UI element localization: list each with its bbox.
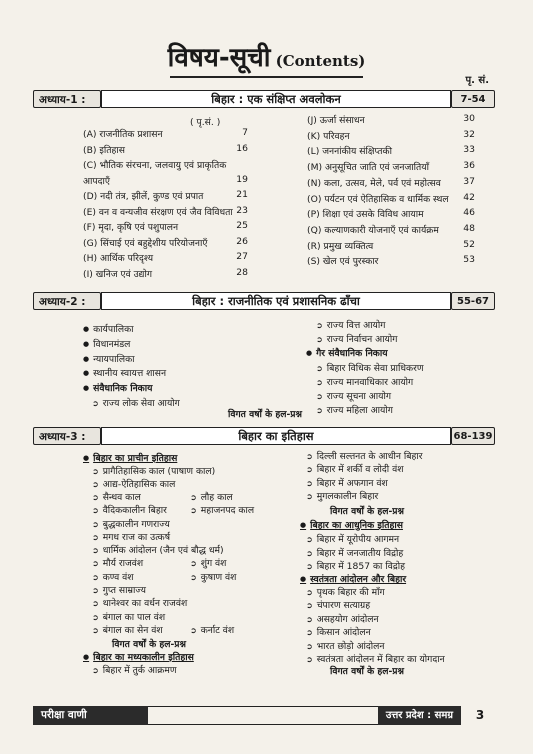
ch1-right-page: 42: [463, 191, 475, 203]
ch3-left-item: ➲ वैदिककालीन बिहार: [92, 503, 167, 516]
ch1-right-page: 53: [463, 254, 475, 266]
footer: [33, 706, 495, 726]
ch1-left-item: (D) नदी तंत्र, झीलें, कुण्ड एवं प्रपात: [83, 191, 204, 202]
footer-page-number: 3: [475, 708, 485, 722]
ch3-ancient-heading: ● बिहार का प्राचीन इतिहास: [83, 451, 177, 464]
title-underline: [170, 76, 363, 78]
chapter-2-pages: 55-67: [451, 292, 495, 310]
ch1-left-page: 7: [242, 127, 248, 138]
chapter-1-title: बिहार : एक संक्षिप्त अवलोकन: [101, 90, 451, 108]
ch3-left-item: ➲ लौह काल: [190, 490, 233, 503]
ch1-left-page: 26: [236, 235, 248, 247]
ch3-left-item: ➲ प्रागैतिहासिक काल (पाषाण काल): [92, 464, 215, 477]
ch2-right-item: ➲ राज्य सूचना आयोग: [316, 389, 391, 402]
ch3-right-item: ➲ बिहार में 1857 का विद्रोह: [306, 559, 405, 572]
ch1-left-item: (G) सिंचाई एवं बहुद्देशीय परियोजनाएँ: [83, 237, 208, 249]
chapter-2-header: [33, 292, 495, 312]
ch1-right-page: 32: [463, 128, 475, 140]
ch1-right-item: (Q) कल्याणकारी योजनाएँ एवं कार्यक्रम: [307, 224, 439, 236]
ch1-right-item: (L) जननांकीय संक्षिप्तकी: [307, 146, 392, 158]
ch1-right-page: 36: [463, 160, 475, 172]
ch3-left-previous-questions: विगत वर्षों के हल-प्रश्न: [112, 639, 186, 650]
ch3-left-item: ➲ सैन्धव काल: [92, 490, 141, 503]
ch1-left-page: 28: [236, 266, 248, 278]
ch3-left-item: ➲ कर्नाट वंश: [190, 623, 234, 636]
ch3-right-item: ➲ बिहार में यूरोपीय आगमन: [306, 532, 399, 545]
ch1-left-item: (I) खनिज एवं उद्योग: [83, 268, 153, 280]
chapter-1-pages: 7-54: [451, 90, 495, 108]
ch1-right-item: (M) अनुसूचित जाति एवं जनजातियाँ: [307, 162, 429, 174]
ch3-left-item: ➲ शुंग वंश: [190, 556, 226, 569]
ch1-right-page: 33: [463, 144, 475, 156]
ch1-left-item: (C) भौतिक संरचना, जलवायु एवं प्राकृतिक: [83, 160, 227, 171]
chapter-3-title: बिहार का इतिहास: [101, 427, 451, 445]
ch1-left-item: आपदाएँ: [83, 175, 110, 187]
ch2-left-item: ➲ राज्य लोक सेवा आयोग: [92, 396, 180, 409]
title-hindi: विषय-सूची: [167, 43, 271, 73]
ch3-left-item: ➲ मगध राज का उत्कर्ष: [92, 530, 170, 543]
ch3-right-item: ➲ दिल्ली सल्तनत के आधीन बिहार: [306, 449, 423, 462]
ch3-left-item: ➲ महाजनपद काल: [190, 503, 254, 516]
footer-series: उत्तर प्रदेश : समग्र: [378, 706, 461, 725]
ch2-right-item: ➲ राज्य वित्त आयोग: [316, 318, 385, 331]
ch1-left-item: (F) मृदा, कृषि एवं पशुपालन: [83, 222, 179, 233]
ch3-right-item: ➲ चंपारण सत्याग्रह: [306, 598, 370, 611]
ch3-right-item: ➲ स्वतंत्रता आंदोलन में बिहार का योगदान: [306, 652, 445, 665]
ch1-left-item: (A) राजनीतिक प्रशासन: [83, 129, 163, 140]
ch1-right-item: (S) खेल एवं पुरस्कार: [307, 256, 379, 268]
ch2-left-item: ● कार्यपालिका: [83, 322, 134, 335]
ch1-right-page: 30: [463, 113, 475, 124]
ch1-right-item: (R) प्रमुख व्यक्तित्व: [307, 240, 374, 252]
ch3-right-item: ➲ असहयोग आंदोलन: [306, 612, 379, 625]
ch1-right-item: (K) परिवहन: [307, 130, 350, 142]
ch2-left-item: ● संवैधानिक निकाय: [83, 381, 152, 394]
ch3-left-item: ➲ कुषाण वंश: [190, 570, 236, 583]
chapter-2-tab: अध्याय-2 :: [33, 292, 101, 310]
chapter-1-tab: अध्याय-1 :: [33, 90, 101, 108]
ch3-left-item: ➲ बुद्धकालीन गणराज्य: [92, 517, 170, 530]
ch3-left-item: ➲ कण्व वंश: [92, 570, 134, 583]
ch3-left-item: ➲ गुप्त साम्राज्य: [92, 583, 146, 596]
ch1-right-page: 52: [463, 238, 475, 250]
chapter-3-header: [33, 427, 495, 447]
chapter-3-pages: 68-139: [451, 427, 495, 445]
page-column-header: पृ. सं.: [465, 75, 489, 86]
ch3-left-item: ➲ थानेश्वर का वर्धन राजवंश: [92, 596, 187, 609]
ch3-freedom-heading: ● स्वतंत्रता आंदोलन और बिहार: [300, 572, 406, 585]
ch1-right-item: (N) कला, उत्सव, मेले, पर्व एवं महोत्सव: [307, 177, 441, 189]
ch1-right-page: 48: [463, 222, 475, 234]
ch3-left-item: ➲ मौर्य राजवंश: [92, 556, 143, 569]
ch1-right-item: (O) पर्यटन एवं ऐतिहासिक व धार्मिक स्थल: [307, 193, 449, 205]
ch3-right-item: ➲ बिहार में जनजातीय विद्रोह: [306, 546, 403, 559]
ch1-left-item: (B) इतिहास: [83, 144, 125, 156]
ch1-right-item: (J) ऊर्जा संसाधन: [307, 115, 365, 126]
ch3-left-item: ➲ बंगाल का सेन वंश: [92, 623, 163, 636]
ch3-right-item: ➲ बिहार में शर्की व लोदी वंश: [306, 462, 403, 475]
ch1-left-page: 21: [236, 189, 248, 200]
ch2-previous-questions: विगत वर्षों के हल-प्रश्न: [228, 409, 302, 420]
ch2-left-item: ● स्थानीय स्वायत्त शासन: [83, 366, 166, 379]
chapter-1-header: [33, 90, 495, 110]
chapter-2-title: बिहार : राजनीतिक एवं प्रशासनिक ढाँचा: [101, 292, 451, 310]
ch3-modern-heading: ● बिहार का आधुनिक इतिहास: [300, 518, 403, 531]
ch1-right-item: (P) शिक्षा एवं उसके विविध आयाम: [307, 209, 424, 221]
title-english: (Contents): [275, 52, 366, 70]
ch3-left-item: ➲ आद्य-ऐतिहासिक काल: [92, 477, 175, 490]
ch3-left-item: ➲ बंगाल का पाल वंश: [92, 610, 165, 623]
ch2-left-item: ● विधानमंडल: [83, 337, 130, 350]
ch1-left-page: 23: [236, 204, 248, 216]
ch3-right-previous-questions: विगत वर्षों के हल-प्रश्न: [330, 506, 404, 517]
chapter-1-col-header: ( पृ.सं. ): [190, 117, 221, 128]
ch1-left-item: (E) वन व वन्यजीव संरक्षण एवं जैव विविधता: [83, 206, 233, 218]
footer-brand: परीक्षा वाणी: [33, 706, 148, 725]
ch1-right-page: 46: [463, 207, 475, 219]
ch1-left-item: (H) आर्थिक परिदृश्य: [83, 253, 154, 264]
ch1-left-page: 19: [236, 173, 248, 185]
ch2-right-item: ➲ राज्य मानवाधिकार आयोग: [316, 375, 413, 388]
ch2-left-item: ● न्यायपालिका: [83, 352, 135, 365]
ch3-right-item: ➲ बिहार में अफगान वंश: [306, 476, 388, 489]
page-title: [0, 38, 533, 74]
ch2-right-item: ➲ राज्य महिला आयोग: [316, 403, 393, 416]
ch3-right-previous-questions: विगत वर्षों के हल-प्रश्न: [330, 666, 404, 677]
ch3-right-item: ➲ पृथक बिहार की माँग: [306, 585, 385, 598]
ch3-medieval-heading: ● बिहार का मध्यकालीन इतिहास: [83, 650, 194, 663]
chapter-3-tab: अध्याय-3 :: [33, 427, 101, 445]
ch2-right-item: ➲ राज्य निर्वाचन आयोग: [316, 332, 397, 345]
ch2-right-item: ● गैर संवैधानिक निकाय: [306, 346, 388, 359]
ch3-left-item: ➲ धार्मिक आंदोलन (जैन एवं बौद्ध धर्म): [92, 543, 224, 556]
ch3-right-item: ➲ मुगलकालीन बिहार: [306, 489, 378, 502]
ch1-right-page: 37: [463, 175, 475, 187]
ch1-left-page: 16: [236, 142, 248, 154]
ch1-left-page: 27: [236, 251, 248, 262]
ch3-right-item: ➲ भारत छोड़ो आंदोलन: [306, 639, 384, 652]
ch1-left-page: 25: [236, 220, 248, 231]
ch2-right-item: ➲ बिहार विधिक सेवा प्राधिकरण: [316, 361, 423, 374]
ch3-right-item: ➲ किसान आंदोलन: [306, 625, 371, 638]
ch3-left-item: ➲ बिहार में तुर्क आक्रमण: [92, 663, 176, 676]
